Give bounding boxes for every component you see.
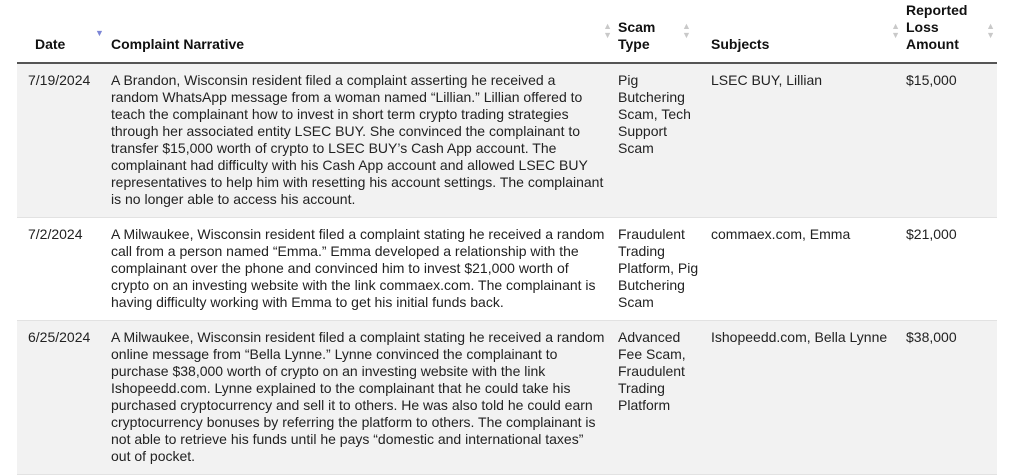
sort-toggle-icon: ▲ ▼: [682, 21, 691, 40]
column-header-loss-label: Reported Loss Amount: [906, 2, 968, 52]
column-header-date[interactable]: [17, 0, 105, 63]
table-row: [17, 63, 997, 218]
cell-scam-type: Pig Butchering Scam, Tech Support Scam: [612, 63, 705, 218]
cell-date: 7/2/2024: [17, 218, 105, 321]
column-header-scam-type-label: Scam Type: [618, 19, 656, 52]
column-header-narrative-label: Complaint Narrative: [111, 36, 245, 52]
cell-scam-type: Fraudulent Trading Platform, Pig Butchering Scam: [612, 218, 705, 321]
column-header-loss[interactable]: [900, 0, 997, 63]
cell-date: 6/25/2024: [17, 321, 105, 475]
cell-loss: $38,000: [900, 321, 997, 475]
sort-toggle-icon: ▲ ▼: [986, 21, 995, 40]
cell-date: 7/19/2024: [17, 63, 105, 218]
table-row: [17, 218, 997, 321]
cell-scam-type: Advanced Fee Scam, Fraudulent Trading Platform: [612, 321, 705, 475]
cell-narrative: A Milwaukee, Wisconsin resident filed a complaint stating he received a random call from a person named “Emma.” Emma developed a relationship with the complainant over the phone and convinced him to invest $21,000 worth of crypto on an investing website with the link commaex.com. The complainant is having difficulty working with Emma to get his initial funds back.: [105, 218, 612, 321]
cell-subjects: commaex.com, Emma: [705, 218, 900, 321]
cell-loss: $15,000: [900, 63, 997, 218]
column-header-subjects-label: Subjects: [711, 36, 770, 52]
column-header-scam-type[interactable]: [612, 0, 705, 63]
cell-loss: $21,000: [900, 218, 997, 321]
column-header-date-label: Date: [35, 36, 66, 52]
cell-subjects: LSEC BUY, Lillian: [705, 63, 900, 218]
column-header-subjects[interactable]: [705, 0, 900, 63]
table-row: [17, 321, 997, 475]
column-header-narrative[interactable]: [105, 0, 612, 63]
complaints-table: [17, 0, 997, 475]
cell-narrative: A Brandon, Wisconsin resident filed a complaint asserting he received a random WhatsApp message from a woman named “Lillian.” Lillian offered to teach the complainant how to invest in short term crypto trading strategies through her associated entity LSEC BUY. She convinced the complainant to transfer $15,000 worth of crypto to LSEC BUY’s Cash App account. The complainant had difficulty with his Cash App account and allowed LSEC BUY representatives to help him with resetting his account settings. The complainant is no longer able to access his account.: [105, 63, 612, 218]
cell-subjects: Ishopeedd.com, Bella Lynne: [705, 321, 900, 475]
sort-toggle-icon: ▲ ▼: [603, 21, 612, 40]
sort-toggle-icon: ▲ ▼: [891, 21, 900, 40]
header-row: [17, 0, 997, 63]
sort-descending-icon: ▼: [95, 28, 104, 38]
cell-narrative: A Milwaukee, Wisconsin resident filed a complaint stating he received a random online message from “Bella Lynne.” Lynne convinced the complainant to purchase $38,000 worth of crypto on an investing website with the link Ishopeedd.com. Lynne explained to the complainant that he could take his purchased cryptocurrency and sell it to others. He was also told he could earn cryptocurrency bonuses by referring the platform to others. The complainant is not able to retrieve his funds until he pays “domestic and international taxes” out of pocket.: [105, 321, 612, 475]
